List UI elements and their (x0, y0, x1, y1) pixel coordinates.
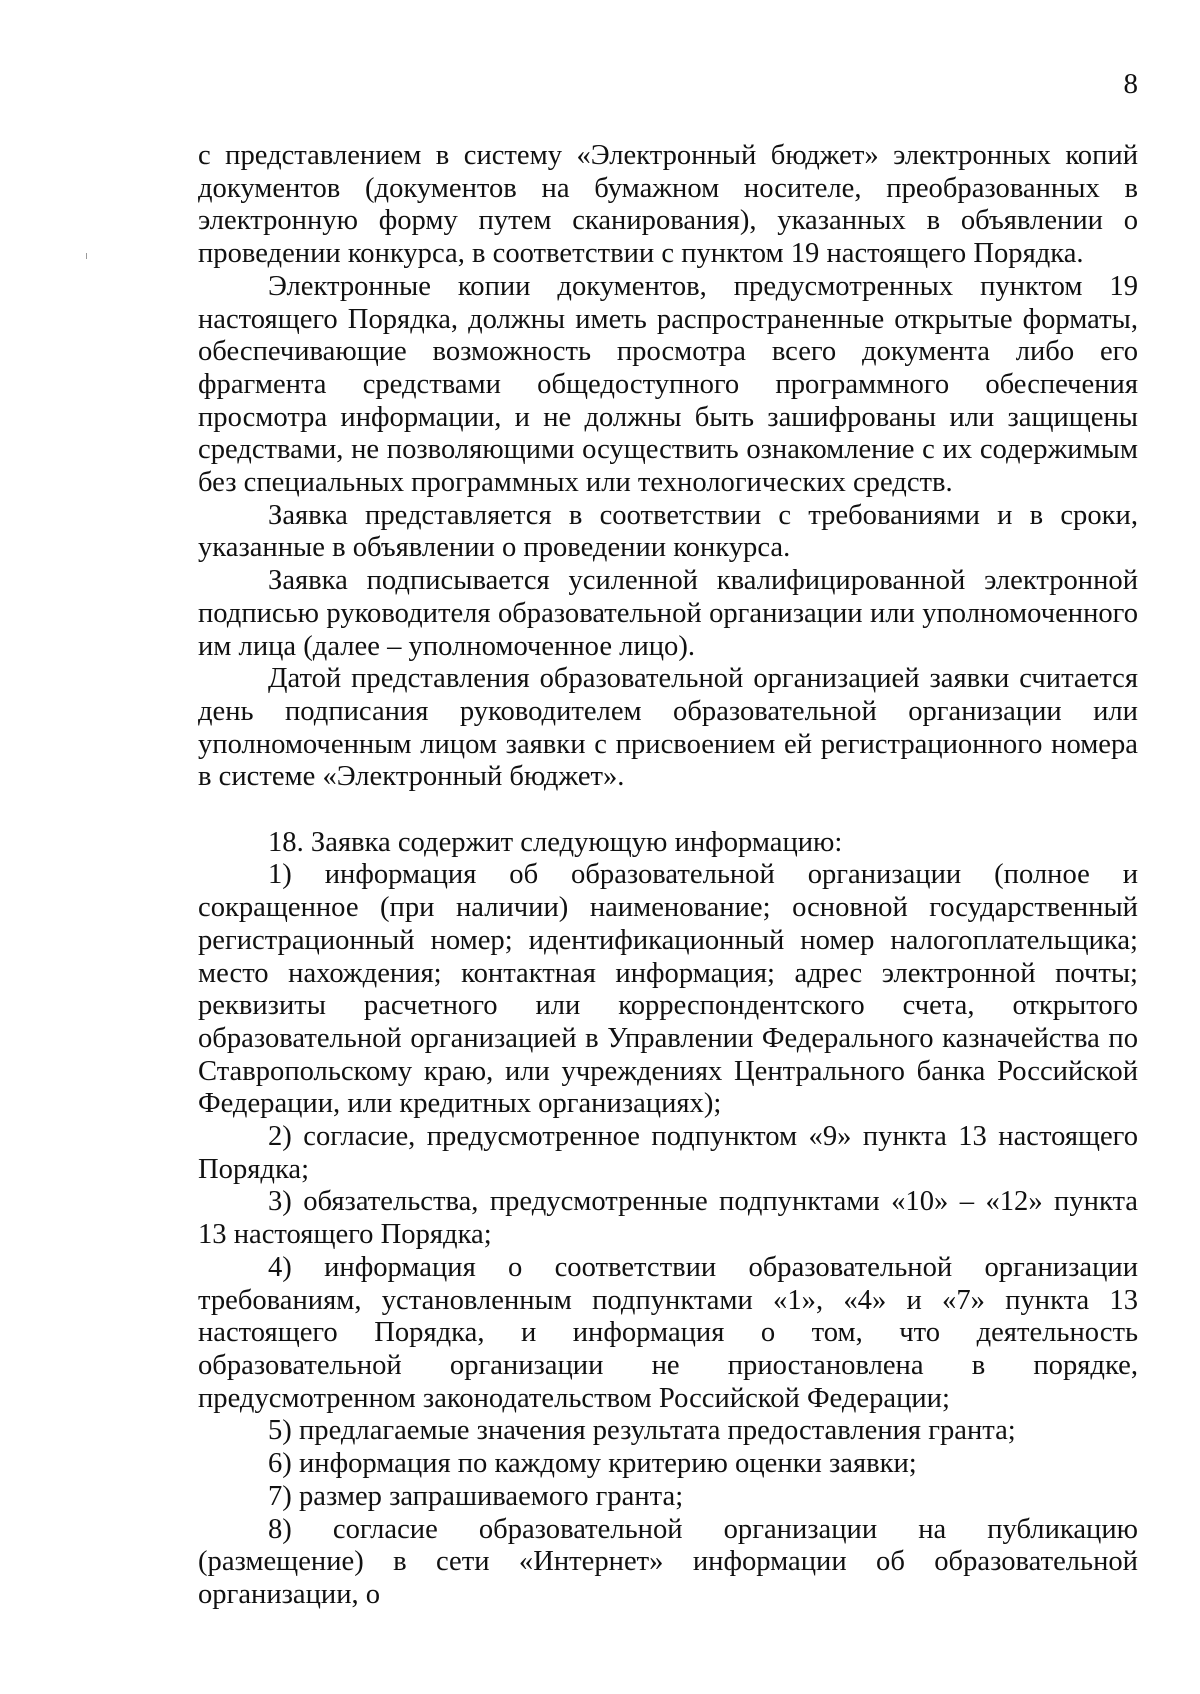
list-item: 7) размер запрашиваемого гранта; (268, 1480, 684, 1512)
list-item: 3) обязательства, предусмотренные подпунктами «10» – «12» пункта 13 настоящего Порядка; (198, 1186, 1138, 1251)
scan-mark (86, 253, 87, 259)
list-item: 2) согласие, предусмотренное подпунктом «9» пункта 13 настоящего Порядка; (198, 1121, 1138, 1185)
paragraph-signature: Заявка подписывается усиленной квалифицированной электронной подписью руководителя образовательной организации или уполномоченного им лица (далее – уполномоченное лицо). (198, 565, 1138, 662)
paragraph-submission-date: Датой представления образовательной организацией заявки считается день подписания руководителем образовательной организации или уполномоченным лицом заявки с присвоением ей регистрационного номера в системе «Электронный бюджет». (198, 663, 1138, 793)
paragraph-continuation: с представлением в систему «Электронный бюджет» электронных копий документов (документов на бумажном носителе, преобразованных в электронную форму путем сканирования), указанных в объявлении о проведении конкурса, в соответствии с пунктом 19 настоящего Порядка. (198, 140, 1138, 270)
page-number: 8 (1123, 68, 1138, 100)
section-18-heading: 18. Заявка содержит следующую информацию: (268, 826, 843, 858)
paragraph-electronic-copies: Электронные копии документов, предусмотренных пунктом 19 настоящего Порядка, должны иметь распространенные открытые форматы, обеспечивающие возможность просмотра всего документа либо его фрагмента средствами общедоступного программного обеспечения просмотра информации, и не должны быть зашифрованы или защищены средствами, не позволяющими осуществить ознакомление с их содержимым без специальных программных или технологических средств. (198, 270, 1138, 499)
section-gap (198, 794, 1138, 827)
list-item: 6) информация по каждому критерию оценки заявки; (268, 1448, 917, 1480)
paragraph-submission-terms: Заявка представляется в соответствии с требованиями и в сроки, указанные в объявлении о проведении конкурса. (198, 499, 1138, 564)
list-item: 8) согласие образовательной организации на публикацию (размещение) в сети «Интернет» информации об образовательной организации, о (198, 1513, 1138, 1610)
document-body (198, 140, 1138, 1612)
list-item: 5) предлагаемые значения результата предоставления гранта; (268, 1415, 1016, 1447)
list-item: 1) информация об образовательной организации (полное и сокращенное (при наличии) наименование; основной государственный регистрационный номер; идентификационный номер налогоплательщика; место нахождения; контактная информация; адрес электронной почты; реквизиты расчетного или корреспондентского счета, открытого образовательной организацией в Управлении Федерального казначейства по Ставропольскому краю, или учреждениях Центрального банка Российской Федерации, или кредитных организациях); (198, 859, 1138, 1120)
list-item: 4) информация о соответствии образовательной организации требованиям, установленным подпунктами «1», «4» и «7» пункта 13 настоящего Порядка, и информация о том, что деятельность образовательной организации не приостановлена в порядке, предусмотренном законодательством Российской Федерации; (198, 1251, 1138, 1414)
